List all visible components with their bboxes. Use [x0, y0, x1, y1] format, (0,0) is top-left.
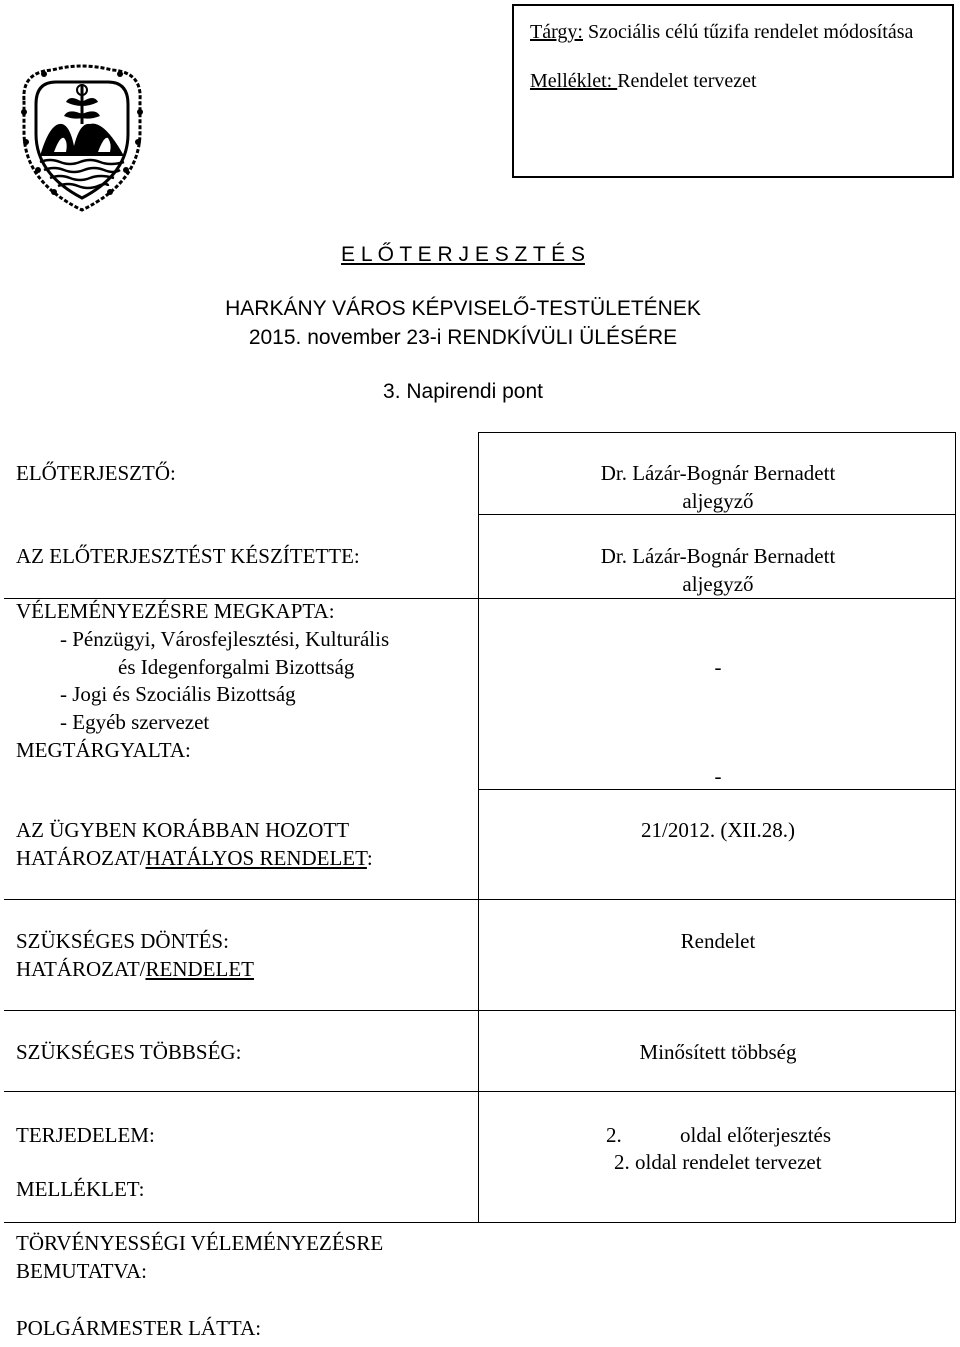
decision-type-a: HATÁROZAT/	[16, 957, 146, 981]
legality-label: TÖRVÉNYESSÉGI VÉLEMÉNYEZÉSRE	[16, 1231, 384, 1255]
meeting-date-line: 2015. november 23-i RENDKÍVÜLI ÜLÉSÉRE	[248, 326, 678, 349]
prepared-by-role: aljegyző	[682, 572, 754, 596]
agenda-item: 3. Napirendi pont	[383, 380, 543, 403]
decision-type-b: RENDELET	[145, 957, 254, 981]
review-committee-legal: - Jogi és Szociális Bizottság	[60, 682, 296, 706]
review-committee-finance: - Pénzügyi, Városfejlesztési, Kulturális	[60, 627, 390, 651]
subject-label: Tárgy:	[530, 21, 583, 43]
row-divider	[4, 899, 956, 900]
document-title: E L Ő T E R J E S Z T É S	[341, 243, 585, 266]
column-divider	[478, 432, 479, 1222]
subject-text: Szociális célú tűzifa rendelet módosítása	[582, 21, 914, 43]
discussed-value: -	[714, 764, 722, 788]
scope-value-text: oldal előterjesztés	[680, 1123, 832, 1147]
table-border-top	[478, 432, 956, 433]
prior-decision-label-c: :	[366, 846, 373, 870]
review-committee-finance-cont: és Idegenforgalmi Bizottság	[118, 655, 355, 679]
decision-label: SZÜKSÉGES DÖNTÉS:	[16, 929, 229, 953]
annex-label: MELLÉKLET:	[16, 1177, 145, 1201]
row-divider	[4, 1222, 956, 1223]
attachment-line	[530, 71, 757, 91]
majority-label: SZÜKSÉGES TÖBBSÉG:	[16, 1040, 242, 1064]
row-divider	[4, 1010, 956, 1011]
row-divider	[4, 1091, 956, 1092]
scope-value-annex: 2. oldal rendelet tervezet	[614, 1150, 822, 1174]
prior-decision-value: 21/2012. (XII.28.)	[641, 818, 795, 842]
council-line: HARKÁNY VÁROS KÉPVISELŐ-TESTÜLETÉNEK	[225, 297, 701, 320]
prior-decision-label-b: HATÁLYOS RENDELET	[145, 846, 367, 870]
presenter-name: Dr. Lázár-Bognár Bernadett	[600, 461, 836, 485]
attachment-label: Melléklet:	[530, 70, 618, 92]
majority-value: Minősített többség	[639, 1040, 797, 1064]
discussed-label: MEGTÁRGYALTA:	[16, 738, 191, 762]
scope-label: TERJEDELEM:	[16, 1123, 155, 1147]
scope-value-number: 2.	[606, 1123, 622, 1147]
prior-decision-label-line2	[16, 844, 373, 872]
presenter-role: aljegyző	[682, 489, 754, 513]
review-value: -	[714, 655, 722, 679]
review-label: VÉLEMÉNYEZÉSRE MEGKAPTA:	[16, 599, 335, 623]
harkany-coat-of-arms-icon	[14, 62, 150, 212]
review-other-organisation: - Egyéb szervezet	[60, 710, 210, 734]
prior-decision-label-a: HATÁROZAT/	[16, 846, 146, 870]
proposal-details-table	[4, 432, 956, 1347]
prepared-by-name: Dr. Lázár-Bognár Bernadett	[600, 544, 836, 568]
decision-type-line	[16, 955, 254, 983]
prepared-by-label: AZ ELŐTERJESZTÉST KÉSZÍTETTE:	[16, 544, 360, 568]
subject-box	[512, 4, 954, 178]
attachment-text: Rendelet tervezet	[617, 70, 757, 92]
presenter-label: ELŐTERJESZTŐ:	[16, 461, 176, 485]
decision-value: Rendelet	[680, 929, 756, 953]
legality-label-line2: BEMUTATVA:	[16, 1259, 147, 1283]
mayor-seen-label: POLGÁRMESTER LÁTTA:	[16, 1316, 262, 1340]
subject-line	[530, 22, 913, 42]
prior-decision-label: AZ ÜGYBEN KORÁBBAN HOZOTT	[16, 818, 350, 842]
